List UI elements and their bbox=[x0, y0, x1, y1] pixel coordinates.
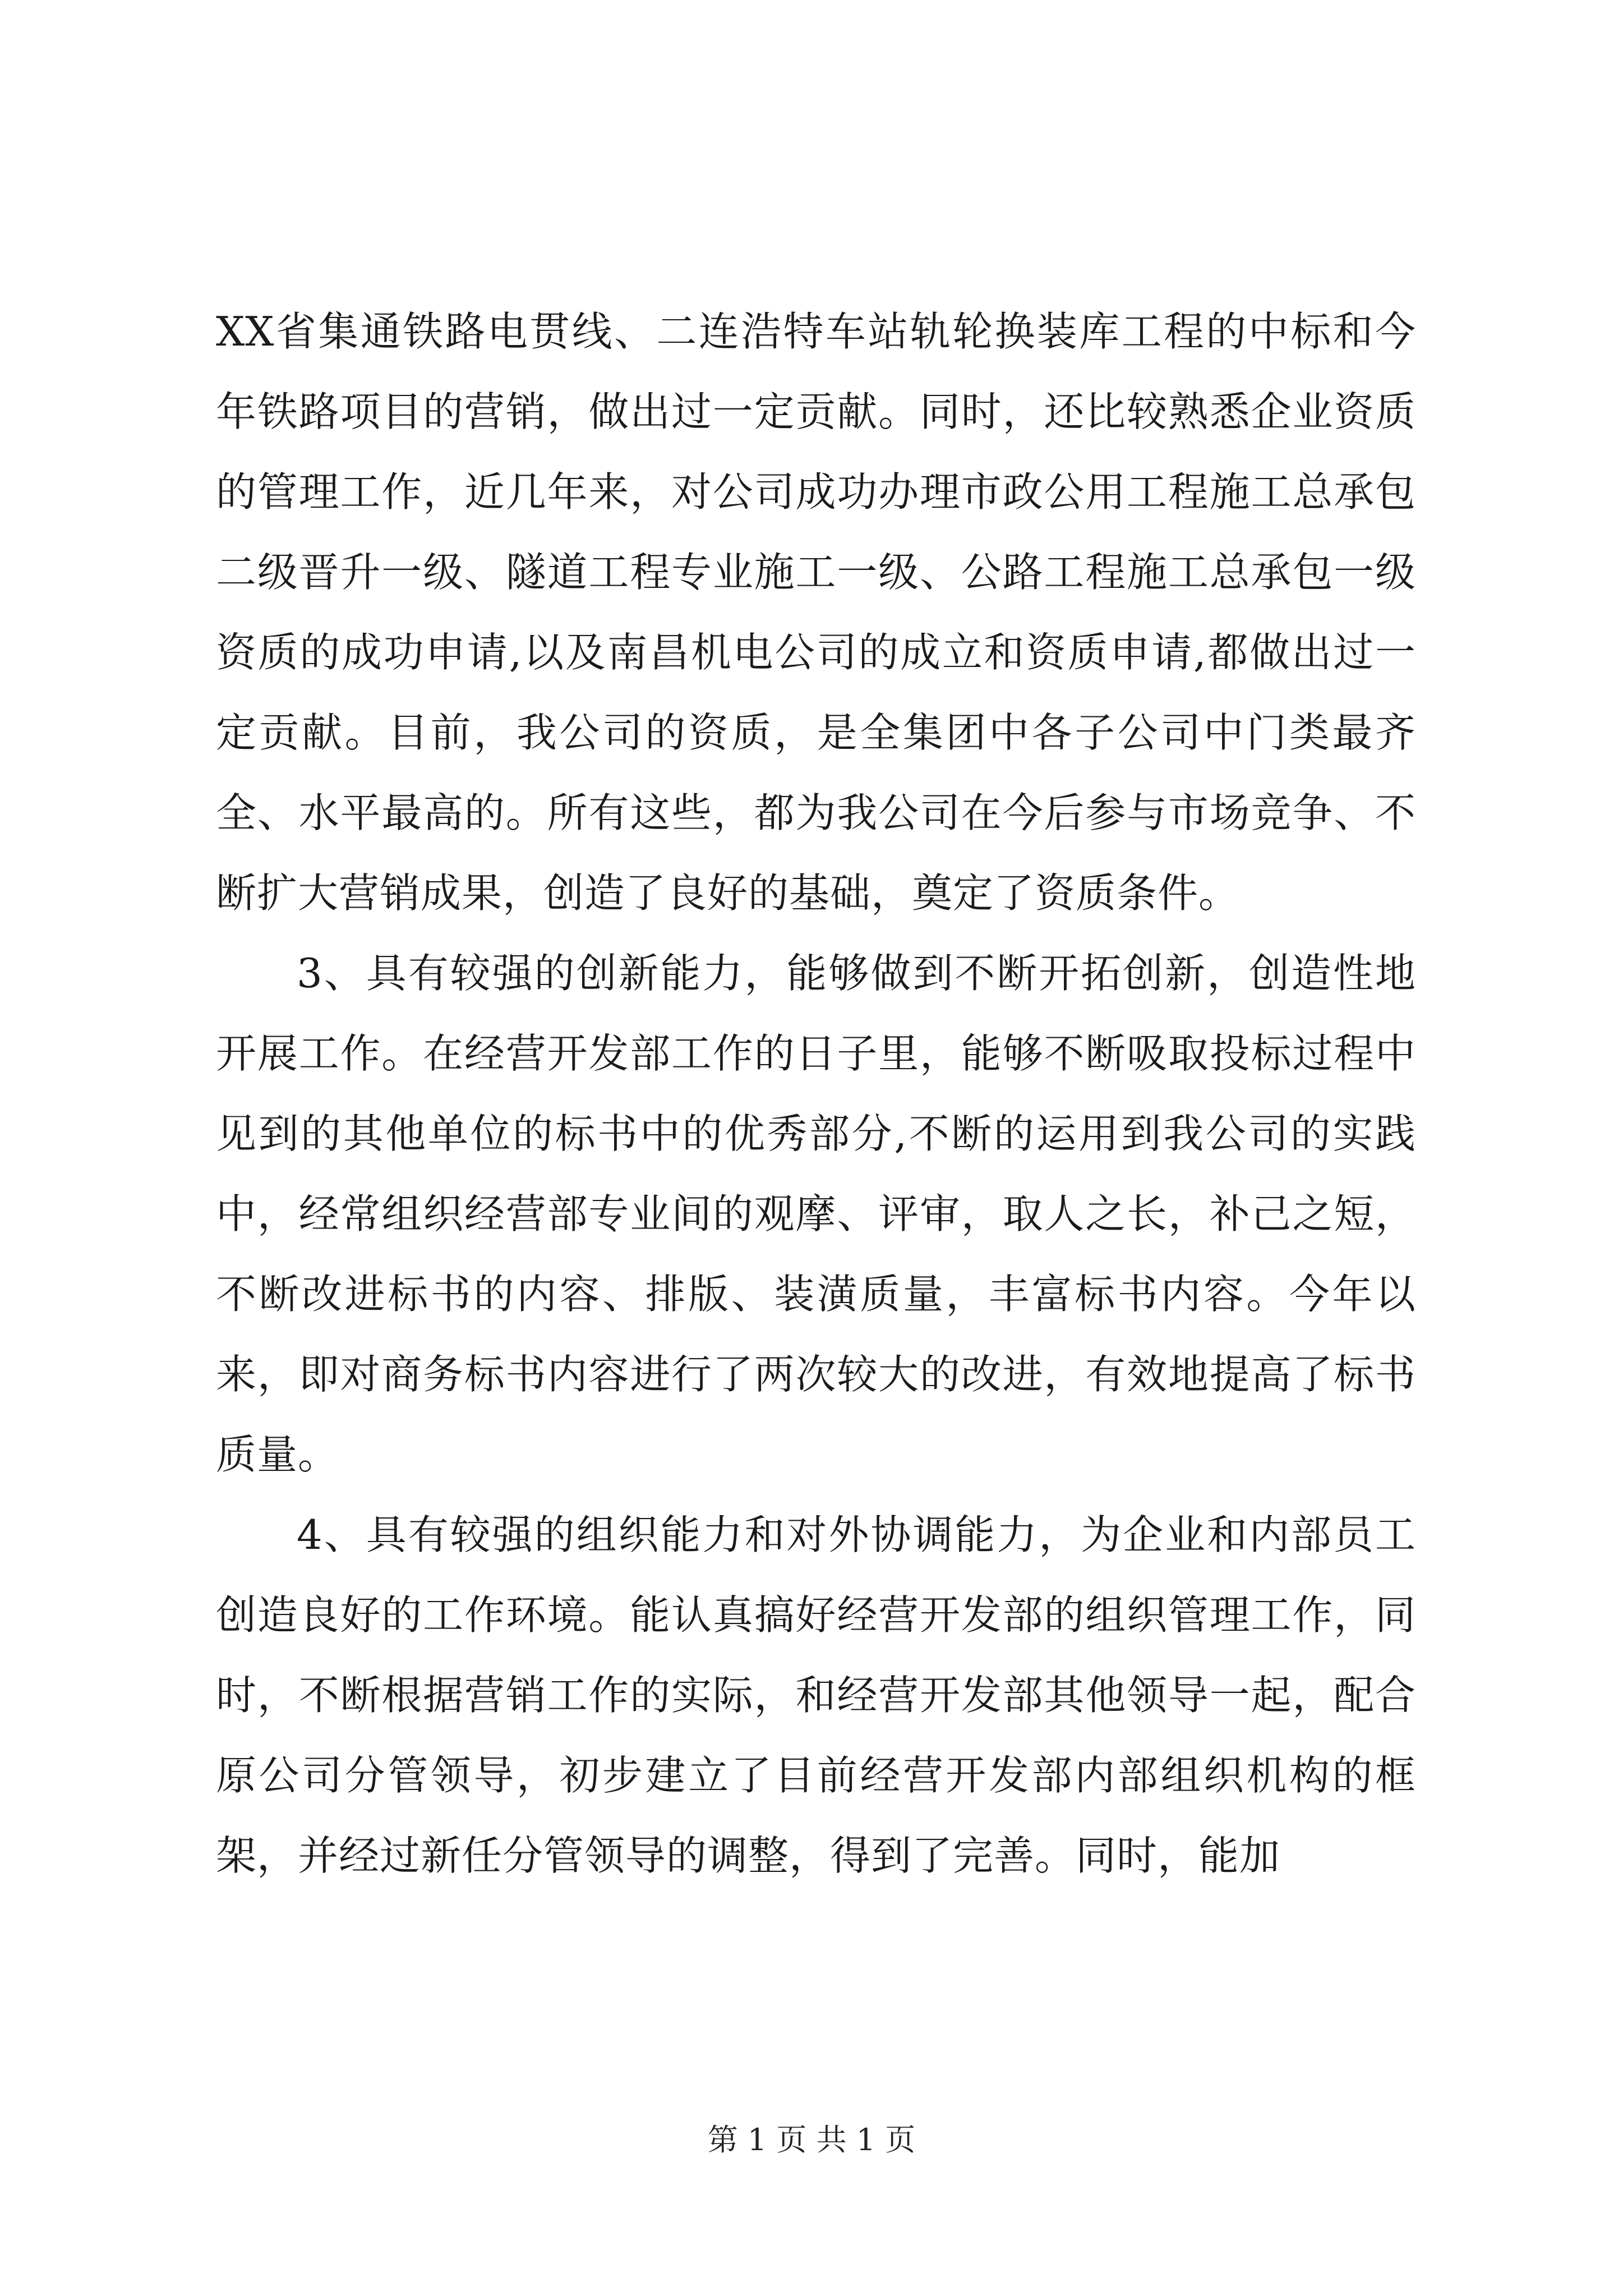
page-footer: 第 1 页 共 1 页 bbox=[707, 2122, 916, 2157]
document-body bbox=[216, 292, 1416, 1896]
paragraph-qualification-management: XX省集通铁路电贯线、二连浩特车站轨轮换装库工程的中标和今年铁路项目的营销，做出过一定贡献。同时，还比较熟悉企业资质的管理工作，近几年来，对公司成功办理市政公用工程施工总承包二级晋升一级、隧道工程专业施工一级、公路工程施工总承包一级资质的成功申请,以及南昌机电公司的成立和资质申请,都做出过一定贡献。目前，我公司的资质，是全集团中各子公司中门类最齐全、水平最高的。所有这些，都为我公司在今后参与市场竞争、不断扩大营销成果，创造了良好的基础，奠定了资质条件。 bbox=[216, 308, 1416, 917]
paragraph-innovation-ability: 3、具有较强的创新能力，能够做到不断开拓创新，创造性地开展工作。在经营开发部工作的日子里，能够不断吸取投标过程中见到的其他单位的标书中的优秀部分,不断的运用到我公司的实践中，经常组织经营部专业间的观摩、评审，取人之长，补己之短，不断改进标书的内容、排版、装潢质量，丰富标书内容。今年以来，即对商务标书内容进行了两次较大的改进，有效地提高了标书质量。 bbox=[216, 950, 1416, 1478]
paragraph-organization-ability: 4、具有较强的组织能力和对外协调能力，为企业和内部员工创造良好的工作环境。能认真搞好经营开发部的组织管理工作，同时，不断根据营销工作的实际，和经营开发部其他领导一起，配合原公司分管领导，初步建立了目前经营开发部内部组织机构的框架，并经过新任分管领导的调整，得到了完善。同时，能加 bbox=[216, 1511, 1416, 1879]
